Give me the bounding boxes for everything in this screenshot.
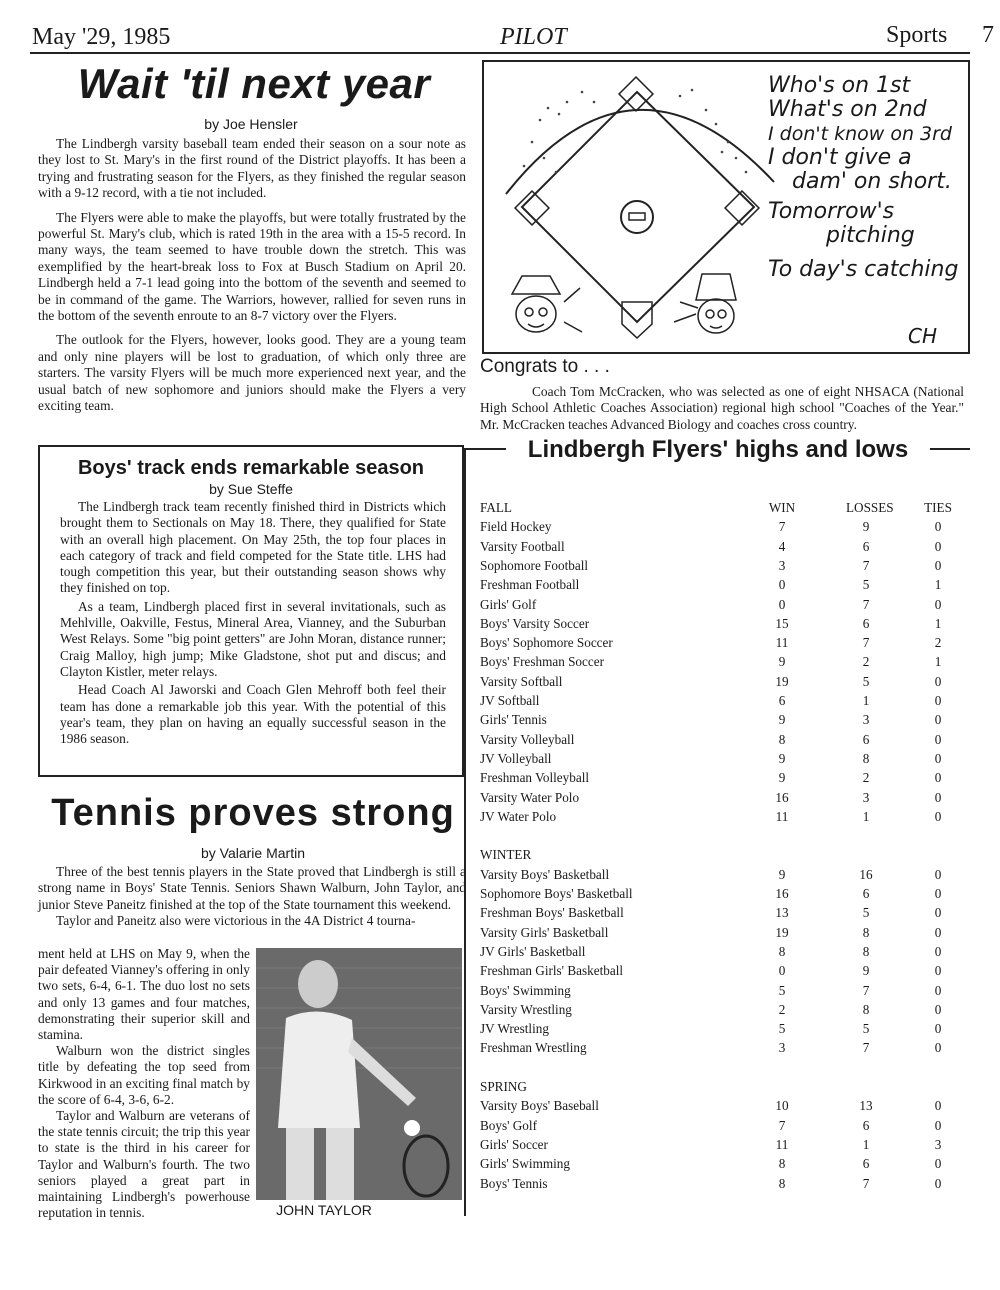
table-row — [480, 963, 960, 982]
tennis-paragraph: Taylor and Walburn are veterans of the state tennis circuit; the trip this year to state is the third in his career for Taylor and Walburn's fourth. The two seniors played a great part in maintaining Lindbergh's powerhouse reputation in tennis. — [38, 1108, 250, 1221]
losses-cell: 1 — [862, 693, 870, 708]
wins-cell: 9 — [778, 770, 786, 786]
sport-name-cell: JV Water Polo — [480, 808, 557, 824]
sport-name-cell: Freshman Boys' Basketball — [480, 905, 624, 921]
sport-name-cell: Girls' Golf — [480, 596, 537, 612]
congrats-heading: Congrats to . . . — [480, 356, 610, 377]
table-row — [480, 983, 960, 1002]
wins-cell: 6 — [778, 693, 786, 708]
wins-cell: 8 — [778, 1175, 786, 1191]
ties-cell: 0 — [934, 1021, 942, 1037]
track-paragraph: The Lindbergh track team recently finished third in Districts which brought them to Sectionals on May 18. There, they qualified for State with an overall high placement. On May 25th, the top four places in each category of track and field competed for the State title. LHS had tough competition this year, but their outstanding season shows why they finished on top. — [60, 499, 446, 596]
publication-name: PILOT — [500, 24, 567, 50]
table-row — [480, 1021, 960, 1040]
losses-cell: 13 — [859, 1098, 873, 1114]
season-label: WINTER — [480, 847, 532, 863]
tennis-player-figure — [256, 948, 462, 1200]
losses-cell: 16 — [859, 866, 873, 882]
ties-cell: 0 — [934, 750, 942, 766]
ties-cell: 0 — [934, 712, 942, 728]
wins-cell: 8 — [778, 943, 786, 959]
sport-name-cell: Varsity Football — [480, 538, 565, 554]
losses-cell: 6 — [862, 1117, 870, 1133]
losses-cell: 8 — [862, 750, 870, 766]
wins-cell: 0 — [778, 963, 786, 979]
table-row — [480, 886, 960, 905]
sport-name-cell: Freshman Girls' Basketball — [480, 963, 624, 979]
wins-cell: 5 — [778, 1021, 786, 1037]
ties-cell: 0 — [934, 789, 942, 805]
sport-name-cell: JV Softball — [480, 693, 540, 708]
table-row — [480, 867, 960, 886]
track-byline: by Sue Steffe — [209, 481, 293, 497]
cartoon-line: I don't know on 3rd — [768, 123, 952, 145]
losses-cell: 5 — [862, 673, 870, 689]
sport-name-cell: Boys' Freshman Soccer — [480, 654, 604, 670]
wins-cell: 8 — [778, 731, 786, 747]
track-headline: Boys' track ends remarkable season — [77, 457, 425, 479]
sport-name-cell: Boys' Sophomore Soccer — [480, 635, 613, 651]
table-row — [480, 790, 960, 809]
wins-cell: 4 — [778, 538, 786, 554]
ties-cell: 2 — [934, 635, 942, 651]
ties-cell: 0 — [934, 924, 942, 940]
table-row — [480, 539, 960, 558]
wins-cell: 9 — [778, 712, 786, 728]
ties-cell: 0 — [934, 1117, 942, 1133]
baseball-headline: Wait 'til next year — [77, 60, 431, 107]
sport-name-cell: Girls' Tennis — [480, 712, 547, 728]
wins-cell: 3 — [778, 1040, 786, 1056]
ties-cell: 0 — [934, 886, 942, 901]
table-row — [480, 751, 960, 770]
losses-cell: 8 — [862, 943, 870, 959]
losses-cell: 7 — [862, 1175, 870, 1191]
sport-name-cell: Freshman Wrestling — [480, 1040, 587, 1056]
losses-cell: 7 — [862, 1040, 870, 1056]
losses-cell: 5 — [862, 1021, 870, 1037]
wins-cell: 9 — [778, 866, 786, 882]
sport-name-cell: Varsity Volleyball — [480, 731, 575, 747]
table-row — [480, 732, 960, 751]
table-header-row — [480, 500, 960, 519]
wins-cell: 0 — [778, 577, 786, 593]
column-header-win: WIN — [768, 500, 796, 515]
table-row — [480, 674, 960, 693]
ties-cell: 0 — [934, 866, 942, 882]
ties-cell: 0 — [934, 943, 942, 959]
losses-cell: 5 — [862, 577, 870, 593]
cartoonist-signature: CH — [908, 324, 938, 348]
ties-cell: 3 — [934, 1136, 942, 1152]
tennis-paragraph: ment held at LHS on May 9, when the pair defeated Vianney's offering in only two sets, 6-4, 6-1. The duo lost no sets and only 13 games and four matches, demonstrating their superior skill and stamina. — [38, 946, 250, 1043]
wins-cell: 8 — [778, 1156, 786, 1172]
table-row — [480, 712, 960, 731]
wins-cell: 2 — [778, 1001, 786, 1017]
ties-cell: 1 — [934, 654, 942, 670]
baseball-paragraph: The outlook for the Flyers, however, looks good. They are a young team and only nine players will be lost to graduation, of which only three are starters. The varsity Flyers will be much more experienced next year, and the usual batch of new sophomore and juniors should make the Flyers a very exciting team. — [38, 332, 466, 414]
ties-cell: 0 — [934, 731, 942, 747]
baseball-paragraph: The Lindbergh varsity baseball team ended their season on a sour note as they lost to St. Mary's in the first round of the District playoffs. It has been a trying and frustrating season for the Flyers, as they finished the regular season with a 9-12 record, with a tie not included. — [38, 136, 466, 201]
sport-name-cell: Varsity Softball — [480, 673, 563, 689]
table-row — [480, 925, 960, 944]
ties-cell: 0 — [934, 596, 942, 612]
losses-cell: 6 — [862, 731, 870, 747]
column-header-losses: LOSSES — [846, 500, 894, 515]
wins-cell: 11 — [775, 635, 789, 651]
table-row — [480, 770, 960, 789]
tennis-lead — [38, 864, 466, 930]
ties-cell: 1 — [934, 577, 942, 593]
losses-cell: 8 — [862, 924, 870, 940]
sport-name-cell: Boys' Swimming — [480, 982, 571, 998]
losses-cell: 8 — [862, 1001, 870, 1017]
table-row — [480, 519, 960, 538]
ties-cell: 0 — [934, 1040, 942, 1056]
losses-cell: 6 — [862, 538, 870, 554]
cartoon-line: Who's on 1st — [768, 73, 911, 98]
wins-cell: 9 — [778, 654, 786, 670]
table-row — [480, 1156, 960, 1175]
table-row — [480, 809, 960, 828]
losses-cell: 7 — [862, 596, 870, 612]
masthead — [30, 22, 994, 52]
tennis-headline: Tennis proves strong — [51, 792, 455, 834]
table-row — [480, 1176, 960, 1195]
ties-cell: 0 — [934, 1175, 942, 1191]
track-article-box — [38, 445, 464, 777]
track-paragraph: Head Coach Al Jaworski and Coach Glen Mehroff both feel their team has done a remarkable job this year. With the potential of this year's team, they plan on having an equally successful season in the 1986 season. — [60, 682, 446, 747]
season-heading-row — [480, 1079, 960, 1098]
wins-cell: 0 — [778, 596, 786, 612]
masthead-rule — [30, 52, 970, 54]
baseball-byline: by Joe Hensler — [204, 116, 298, 132]
table-row — [480, 597, 960, 616]
records-table — [480, 500, 960, 1200]
sport-name-cell: Varsity Wrestling — [480, 1001, 572, 1017]
track-article-body — [60, 499, 446, 755]
tennis-paragraph: Walburn won the district singles title by defeating the top seed from Kirkwood in an exciting final match by the score of 6-4, 3-6, 6-2. — [38, 1043, 250, 1107]
ties-cell: 0 — [934, 963, 942, 979]
losses-cell: 3 — [862, 712, 870, 728]
wins-cell: 19 — [775, 924, 789, 940]
baseball-cartoon — [482, 60, 970, 354]
wins-cell: 19 — [775, 673, 789, 689]
sport-name-cell: Varsity Boys' Baseball — [480, 1098, 599, 1114]
wins-cell: 11 — [775, 808, 789, 824]
losses-cell: 2 — [862, 770, 870, 786]
cartoon-line: What's on 2nd — [768, 97, 927, 122]
wins-cell: 11 — [775, 1136, 789, 1152]
sport-name-cell: Freshman Football — [480, 577, 580, 593]
tennis-paragraph: Taylor and Paneitz also were victorious in the 4A District 4 tourna- — [56, 913, 416, 929]
column-header-ties: TIES — [924, 500, 952, 515]
wins-cell: 7 — [778, 519, 786, 535]
wins-cell: 9 — [778, 750, 786, 766]
baseball-paragraph: The Flyers were able to make the playoffs, but were totally frustrated by the powerful St. Mary's club, which is rated 19th in the area with a 15-5 record. In many ways, the team seemed to have trouble down the stretch. This was exemplified by the heart-break loss to Fox at Busch Stadium on April 20. Lindbergh held a 7-1 lead going into the bottom of the seventh and seemed to be in command of the game. The Warriors, however, rallied for seven runs in the bottom of the seventh enroute to an 8-7 victory over the Flyers. — [38, 209, 466, 324]
table-row — [480, 905, 960, 924]
sport-name-cell: JV Volleyball — [480, 750, 552, 766]
season-label: SPRING — [480, 1079, 527, 1094]
losses-cell: 1 — [862, 1136, 870, 1152]
wins-cell: 10 — [775, 1098, 789, 1114]
season-heading-row — [480, 847, 960, 866]
losses-cell: 1 — [862, 808, 870, 824]
cartoon-line: Tomorrow's — [768, 199, 895, 224]
cartoon-line: I don't give a — [768, 145, 912, 170]
table-row — [480, 654, 960, 673]
cartoon-line: To day's catching — [768, 257, 959, 282]
table-row — [480, 1118, 960, 1137]
sport-name-cell: Boys' Golf — [480, 1117, 537, 1133]
congrats-text: Coach Tom McCracken, who was selected as one of eight NHSACA (National High School Athletic Coaches Association) regional high school "Coaches of the Year." Mr. McCracken teaches Advanced Biology and coaches cross country. — [480, 384, 964, 432]
tennis-player-photo — [256, 948, 462, 1200]
ties-cell: 1 — [934, 615, 942, 631]
losses-cell: 9 — [862, 519, 870, 535]
page-number: 7 — [982, 22, 994, 48]
losses-cell: 7 — [862, 635, 870, 651]
tennis-paragraph: Three of the best tennis players in the State proved that Lindbergh is still a strong name in Boys' State Tennis. Seniors Shawn Walburn, John Taylor, and junior Steve Paneitz finished at the top of the State tournament this weekend. — [38, 864, 466, 912]
table-row — [480, 1137, 960, 1156]
table-row — [480, 577, 960, 596]
sport-name-cell: Sophomore Football — [480, 557, 589, 573]
baseball-article-body — [38, 136, 466, 423]
season-label: FALL — [480, 500, 512, 515]
table-row — [480, 1002, 960, 1021]
ties-cell: 0 — [934, 905, 942, 921]
table-row — [480, 558, 960, 577]
losses-cell: 9 — [862, 963, 870, 979]
table-row — [480, 635, 960, 654]
ties-cell: 0 — [934, 770, 942, 786]
wins-cell: 16 — [775, 789, 789, 805]
table-row — [480, 1098, 960, 1117]
losses-cell: 7 — [862, 557, 870, 573]
wins-cell: 16 — [775, 886, 789, 901]
issue-date: May '29, 1985 — [32, 24, 171, 50]
ties-cell: 0 — [934, 693, 942, 708]
sport-name-cell: Girls' Soccer — [480, 1136, 548, 1152]
tennis-byline: by Valarie Martin — [200, 845, 305, 861]
sport-name-cell: Freshman Volleyball — [480, 770, 590, 786]
wins-cell: 3 — [778, 557, 786, 573]
wins-cell: 13 — [775, 905, 789, 921]
table-row — [480, 616, 960, 635]
ties-cell: 0 — [934, 557, 942, 573]
losses-cell: 5 — [862, 905, 870, 921]
ties-cell: 0 — [934, 673, 942, 689]
losses-cell: 6 — [862, 615, 870, 631]
cartoon-line: dam' on short. — [792, 169, 952, 194]
sport-name-cell: Varsity Water Polo — [480, 789, 580, 805]
tennis-column — [38, 946, 250, 1221]
records-table-title: Lindbergh Flyers' highs and lows — [506, 436, 930, 464]
cartoon-caption — [768, 74, 964, 282]
losses-cell: 6 — [862, 1156, 870, 1172]
photo-caption: JOHN TAYLOR — [276, 1202, 372, 1218]
sport-name-cell: Girls' Swimming — [480, 1156, 570, 1172]
ties-cell: 0 — [934, 1098, 942, 1114]
wins-cell: 7 — [778, 1117, 786, 1133]
track-paragraph: As a team, Lindbergh placed first in several invitationals, such as Mehlville, Oakville, Festus, Mineral Area, Vianney, and the Suburban West Relays. Some "big point getters" are John Moran, distance runner; Craig Malloy, high jump; Mike Gladstone, shot put and discus; and Clayton Kistler, meter relays. — [60, 598, 446, 679]
sport-name-cell: Varsity Boys' Basketball — [480, 866, 610, 882]
sport-name-cell: Varsity Girls' Basketball — [480, 924, 609, 940]
sport-name-cell: Boys' Tennis — [480, 1175, 548, 1191]
cartoon-line: pitching — [826, 223, 915, 248]
table-row — [480, 944, 960, 963]
losses-cell: 7 — [862, 982, 870, 998]
sport-name-cell: Sophomore Boys' Basketball — [480, 886, 633, 901]
ties-cell: 0 — [934, 808, 942, 824]
ties-cell: 0 — [934, 538, 942, 554]
ties-cell: 0 — [934, 519, 942, 535]
table-row — [480, 1040, 960, 1059]
sport-name-cell: JV Girls' Basketball — [480, 943, 586, 959]
sport-name-cell: Field Hockey — [480, 519, 552, 535]
losses-cell: 3 — [862, 789, 870, 805]
sport-name-cell: Boys' Varsity Soccer — [480, 615, 590, 631]
losses-cell: 6 — [862, 886, 870, 901]
ties-cell: 0 — [934, 982, 942, 998]
table-row — [480, 693, 960, 712]
section-name: Sports — [886, 22, 948, 48]
sport-name-cell: JV Wrestling — [480, 1021, 549, 1037]
wins-cell: 5 — [778, 982, 786, 998]
ties-cell: 0 — [934, 1001, 942, 1017]
ties-cell: 0 — [934, 1156, 942, 1172]
losses-cell: 2 — [862, 654, 870, 670]
wins-cell: 15 — [775, 615, 789, 631]
